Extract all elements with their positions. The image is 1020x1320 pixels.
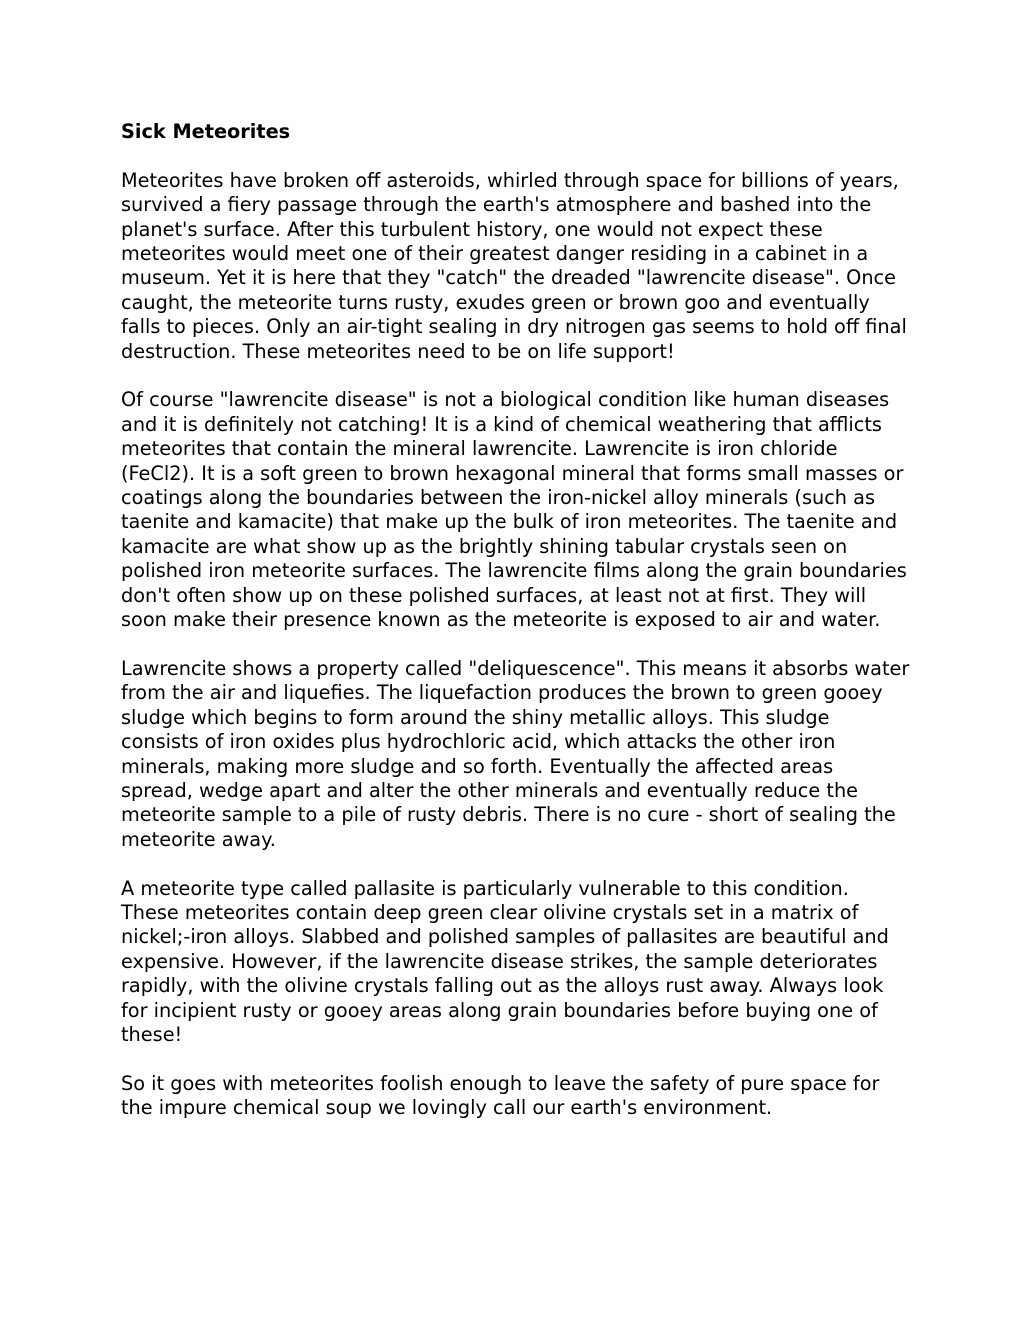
paragraph-5: So it goes with meteorites foolish enough to leave the safety of pure space for the impure chemical soup we lovingly call our earth's environment.: [121, 1071, 880, 1120]
paragraph-4: A meteorite type called pallasite is particularly vulnerable to this condition. These meteorites contain deep green clear olivine crystals set in a matrix of nickel;-iron alloys. Slabbed and polished samples of pallasites are beautiful and expensive. However, if the lawrencite disease strikes, the sample deteriorates rapidly, with the olivine crystals falling out as the alloys rust away. Always look for incipient rusty or gooey areas along grain boundaries before buying one of these!: [121, 876, 889, 1046]
paragraph-1: Meteorites have broken off asteroids, whirled through space for billions of years, survived a fiery passage through the earth's atmosphere and bashed into the planet's surface. After this turbulent history, one would not expect these meteorites would meet one of their greatest danger residing in a cabinet in a museum. Yet it is here that they "catch" the dreaded "lawrencite disease". Once caught, the meteorite turns rusty, exudes green or brown goo and eventually falls to pieces. Only an air-tight sealing in dry nitrogen gas seems to hold off final destruction. These meteorites need to be on life support!: [121, 168, 907, 363]
document-page: [121, 120, 911, 1145]
document-title: Sick Meteorites: [121, 120, 291, 143]
paragraph-2: Of course "lawrencite disease" is not a biological condition like human diseases and it is definitely not catching! It is a kind of chemical weathering that afflicts meteorites that contain the mineral lawrencite. Lawrencite is iron chloride (FeCl2). It is a soft green to brown hexagonal mineral that forms small masses or coatings along the boundaries between the iron-nickel alloy minerals (such as taenite and kamacite) that make up the bulk of iron meteorites. The taenite and kamacite are what show up as the brightly shining tabular crystals seen on polished iron meteorite surfaces. The lawrencite films along the grain boundaries don't often show up on these polished surfaces, at least not at first. They will soon make their presence known as the meteorite is exposed to air and water.: [121, 388, 907, 632]
paragraph-3: Lawrencite shows a property called "deliquescence". This means it absorbs water from the air and liquefies. The liquefaction produces the brown to green gooey sludge which begins to form around the shiny metallic alloys. This sludge consists of iron oxides plus hydrochloric acid, which attacks the other iron minerals, making more sludge and so forth. Eventually the affected areas spread, wedge apart and alter the other minerals and eventually reduce the meteorite sample to a pile of rusty debris. There is no cure - short of sealing the meteorite away.: [121, 656, 910, 851]
